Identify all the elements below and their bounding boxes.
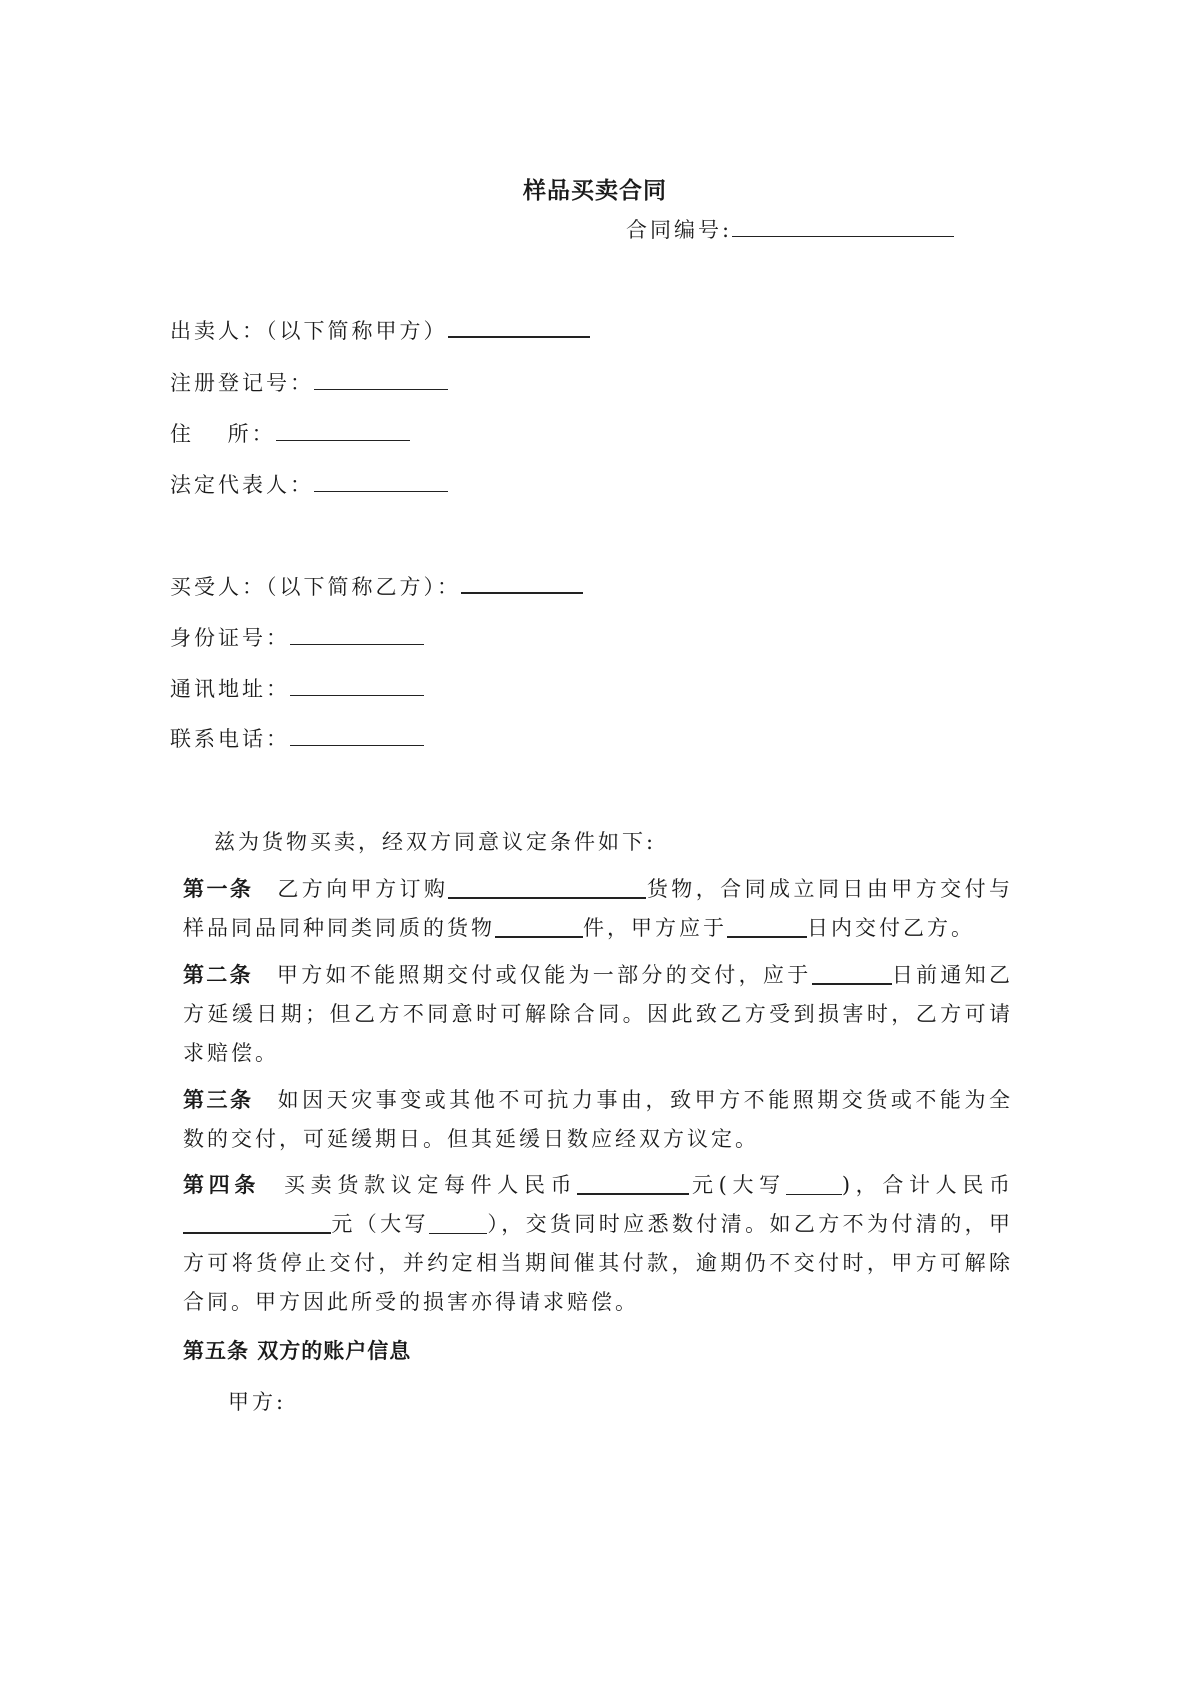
contract-number-label: 合同编号:: [626, 218, 733, 242]
seller-label: 出卖人：（以下简称甲方）: [170, 319, 448, 343]
page-title: 样品买卖合同: [523, 177, 667, 204]
seller-address-line: [170, 418, 410, 448]
seller-address-label: 住 所：: [170, 422, 276, 446]
article-1-text-4: 日内交付乙方。: [807, 916, 975, 940]
unit-price-blank[interactable]: [577, 1171, 689, 1195]
delivery-days-blank[interactable]: [727, 914, 807, 938]
registration-line: [170, 367, 448, 397]
unit-price-words-blank[interactable]: [786, 1172, 842, 1195]
article-3: [183, 1080, 1013, 1159]
contract-number-line: [626, 214, 954, 244]
intro-text: 兹为货物买卖，经双方同意议定条件如下:: [214, 830, 657, 854]
article-4-text-2: 元(大写: [689, 1173, 786, 1197]
registration-label: 注册登记号：: [170, 371, 314, 395]
article-1: [183, 869, 1013, 948]
seller-line: [170, 315, 590, 345]
article-4-text-5: ），交货同时应悉数付清。如乙方不为付清的，甲方可将货停止交付，并约定相当期间催其付款，逾期仍不交付时，甲方可解除合同。甲方因此所受的损害亦得请求赔偿。: [183, 1212, 1014, 1314]
phone-blank[interactable]: [290, 744, 424, 746]
notice-days-blank[interactable]: [812, 961, 892, 985]
id-number-label: 身份证号：: [170, 626, 290, 650]
goods-name-blank[interactable]: [448, 875, 646, 899]
article-5-title: 第五条 双方的账户信息: [183, 1338, 412, 1363]
article-4-text-1: 买卖货款议定每件人民币: [284, 1173, 578, 1197]
buyer-address-blank[interactable]: [290, 694, 424, 696]
registration-blank[interactable]: [314, 388, 448, 390]
seller-address-blank[interactable]: [276, 439, 410, 441]
article-2-title: 第二条: [183, 962, 253, 987]
article-2-text-2: 日前通知乙方延缓日期；但乙方不同意时可解除合同。因此致乙方受到损害时，乙方可请求赔偿。: [183, 963, 1014, 1065]
buyer-label: 买受人：（以下简称乙方）：: [170, 575, 461, 599]
article-3-title: 第三条: [183, 1087, 254, 1112]
article-1-title: 第一条: [183, 876, 254, 901]
article-4: [183, 1165, 1013, 1322]
legal-rep-blank[interactable]: [314, 490, 448, 492]
party-a-label: 甲方:: [228, 1390, 287, 1414]
legal-rep-label: 法定代表人：: [170, 473, 314, 497]
buyer-line: [170, 571, 583, 601]
article-1-text-1: 乙方向甲方订购: [277, 877, 449, 901]
phone-line: [170, 723, 424, 753]
total-price-blank[interactable]: [183, 1210, 331, 1234]
article-2: [183, 955, 1013, 1073]
total-price-words-blank[interactable]: [429, 1211, 487, 1234]
buyer-address-line: [170, 673, 424, 703]
contract-number-blank[interactable]: [732, 235, 954, 237]
legal-rep-line: [170, 469, 448, 499]
phone-label: 联系电话：: [170, 727, 290, 751]
buyer-address-label: 通讯地址：: [170, 677, 290, 701]
id-number-blank[interactable]: [290, 643, 424, 645]
article-4-text-4: 元（大写: [331, 1212, 429, 1236]
id-number-line: [170, 622, 424, 652]
seller-name-blank[interactable]: [448, 335, 590, 338]
article-1-text-3: 件，甲方应于: [583, 916, 727, 940]
article-3-text-1: 如因天灾事变或其他不可抗力事由，致甲方不能照期交货或不能为全数的交付，可延缓期日。但其延缓日数应经双方议定。: [183, 1088, 1013, 1151]
quantity-blank[interactable]: [495, 914, 583, 938]
article-2-text-1: 甲方如不能照期交付或仅能为一部分的交付，应于: [276, 963, 812, 987]
article-4-title: 第四条: [183, 1172, 260, 1197]
article-1-text-2: 货物，合同成立同日由甲方交付与样品同品同种同类同质的货物: [183, 877, 1014, 940]
buyer-name-blank[interactable]: [461, 591, 583, 594]
article-4-text-3: )，合计人民币: [841, 1173, 1014, 1197]
